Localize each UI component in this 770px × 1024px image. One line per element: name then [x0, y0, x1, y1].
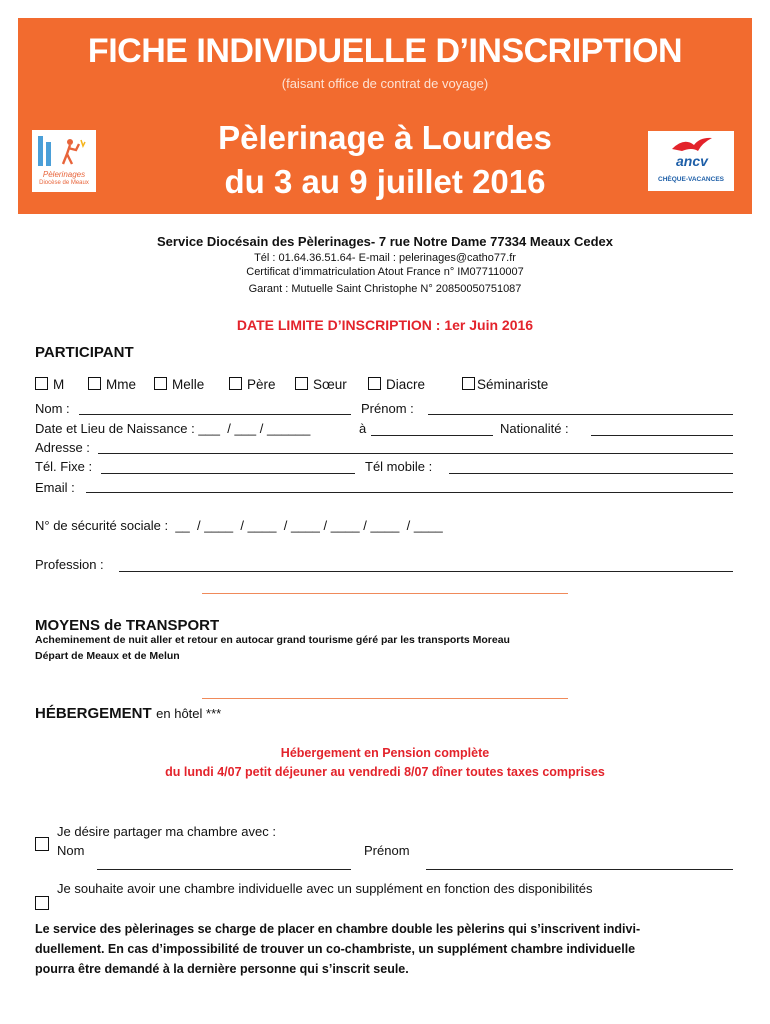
event-line-1: Pèlerinage à Lourdes [218, 119, 552, 156]
birth-date-field[interactable]: Date et Lieu de Naissance : ___ / ___ / ______ [35, 421, 311, 436]
profession-field[interactable] [119, 571, 733, 572]
event-line-2: du 3 au 9 juillet 2016 [224, 163, 546, 200]
pelerinages-logo [32, 130, 96, 192]
nationalite-label: Nationalité : [500, 421, 569, 436]
share-prenom-label: Prénom [364, 843, 410, 858]
title-checkbox-soeur[interactable]: Sœur [295, 377, 347, 392]
header-banner [18, 18, 752, 214]
single-room-label: Je souhaite avoir une chambre individuelle avec un supplément en fonction des disponibilités [57, 881, 593, 896]
title-checkbox-pere[interactable]: Père [229, 377, 276, 392]
birth-place-label: à [359, 421, 367, 436]
pension-dates: du lundi 4/07 petit déjeuner au vendredi 8/07 dîner toutes taxes comprises [165, 765, 605, 779]
logo-text-diocese: Diocèse de Meaux [39, 180, 89, 186]
ancv-brand: ancv [676, 153, 708, 169]
share-room-label: Je désire partager ma chambre avec : [57, 824, 276, 839]
organisation-guarantor: Garant : Mutuelle Saint Christophe N° 20850050751087 [248, 283, 522, 295]
share-nom-field[interactable] [97, 869, 351, 870]
checkbox-icon[interactable] [295, 377, 308, 390]
checkbox-icon[interactable] [35, 377, 48, 390]
adresse-label: Adresse : [35, 440, 90, 455]
accommodation-note: Le service des pèlerinages se charge de placer en chambre double les pèlerins qui s’inscrivent indivi- duellement. En cas d’impossibilité de trouver un co-chambriste, un supplément chambre individuelle pourra être demandé à la dernière personne qui s’inscrit seule. [35, 922, 641, 976]
title-checkbox-melle[interactable]: Melle [154, 377, 204, 392]
form-title: FICHE INDIVIDUELLE D’INSCRIPTION [87, 32, 683, 70]
prenom-label: Prénom : [361, 401, 414, 416]
email-label: Email : [35, 480, 75, 495]
title-checkbox-m[interactable]: M [35, 377, 64, 392]
event-title [18, 116, 752, 204]
checkbox-icon[interactable] [368, 377, 381, 390]
share-room-checkbox[interactable] [35, 837, 49, 851]
checkbox-icon[interactable] [229, 377, 242, 390]
section-divider [202, 593, 568, 594]
pension-title: Hébergement en Pension complète [280, 746, 490, 760]
participant-heading: PARTICIPANT [35, 344, 134, 361]
checkbox-icon[interactable] [462, 377, 475, 390]
deadline-notice: DATE LIMITE D’INSCRIPTION : 1er Juin 2016 [236, 317, 534, 333]
form-subtitle: (faisant office de contrat de voyage) [281, 76, 489, 91]
title-checkbox-mme[interactable]: Mme [88, 377, 136, 392]
email-field[interactable] [86, 492, 733, 493]
tel-fixe-label: Tél. Fixe : [35, 459, 93, 474]
nationalite-field[interactable] [591, 435, 733, 436]
transport-line-2: Départ de Meaux et de Melun [35, 650, 180, 662]
single-room-checkbox[interactable] [35, 896, 49, 910]
organisation-name: Service Diocésain des Pèlerinages- 7 rue Notre Dame 77334 Meaux Cedex [157, 234, 613, 249]
transport-heading: MOYENS de TRANSPORT [35, 617, 220, 634]
logo-text-pelerinages: Pèlerinages [42, 170, 86, 179]
organisation-certificate: Certificat d’immatriculation Atout France n° IM077110007 [246, 266, 524, 278]
tel-mobile-label: Tél mobile : [365, 459, 433, 474]
transport-line-1: Acheminement de nuit aller et retour en autocar grand tourisme géré par les transports Moreau [35, 634, 510, 646]
profession-label: Profession : [35, 557, 104, 572]
pilgrim-figure-icon [54, 138, 86, 166]
cheque-vacances-text: CHÈQUE-VACANCES [658, 176, 724, 183]
ancv-logo [648, 131, 734, 191]
section-divider [202, 698, 568, 699]
securite-sociale-field[interactable]: N° de sécurité sociale : __ / ____ / ____ / ____ / ____ / ____ / ____ [35, 518, 443, 533]
adresse-field[interactable] [98, 453, 733, 454]
tel-fixe-field[interactable] [101, 473, 355, 474]
nom-label: Nom : [35, 401, 70, 416]
accommodation-heading: HÉBERGEMENT en hôtel *** [35, 705, 222, 722]
share-prenom-field[interactable] [426, 869, 733, 870]
birth-place-field[interactable] [371, 435, 493, 436]
checkbox-icon[interactable] [154, 377, 167, 390]
checkbox-icon[interactable] [88, 377, 101, 390]
title-checkbox-diacre[interactable]: Diacre [368, 377, 425, 392]
share-nom-label: Nom [57, 843, 85, 858]
prenom-field[interactable] [428, 414, 733, 415]
nom-field[interactable] [79, 414, 351, 415]
title-checkbox-seminariste[interactable]: Séminariste [462, 377, 548, 392]
tel-mobile-field[interactable] [449, 473, 733, 474]
organisation-contact: Tél : 01.64.36.51.64- E-mail : pelerinages@catho77.fr [254, 252, 516, 264]
